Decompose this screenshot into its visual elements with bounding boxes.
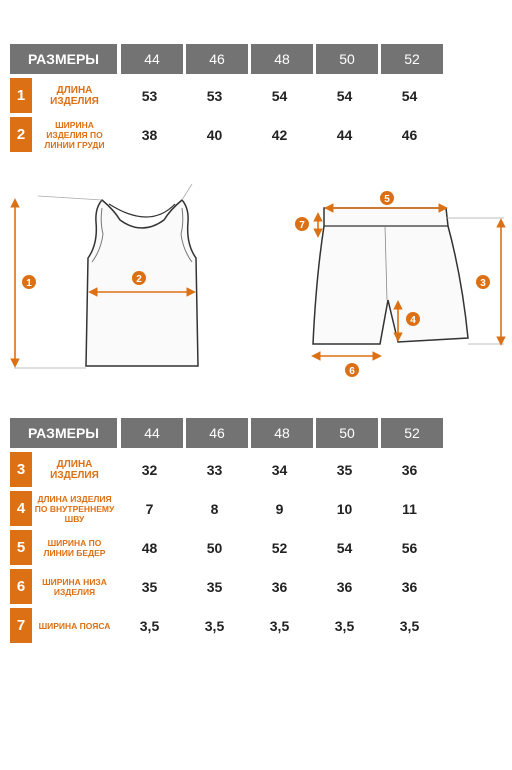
row-label: ШИРИНА ПОЯСА	[38, 620, 111, 631]
size-header: 44	[121, 418, 183, 448]
row-label: ДЛИНА ИЗДЕЛИЯ	[50, 84, 99, 107]
row-label: ДЛИНА ИЗДЕЛИЯ ПО ВНУТРЕННЕМУ ШВУ	[34, 493, 115, 524]
size-header: 48	[251, 418, 313, 448]
cell-value: 34	[271, 461, 288, 478]
marker-7	[295, 217, 309, 231]
table-row	[10, 117, 444, 152]
svg-text:2: 2	[136, 274, 142, 285]
cell-value: 46	[401, 126, 418, 143]
row-number: 2	[10, 117, 32, 152]
cell-value: 10	[336, 500, 353, 517]
size-header: 46	[186, 44, 248, 74]
cell-value: 42	[271, 126, 288, 143]
cell-value: 3,5	[334, 617, 355, 634]
size-header: 50	[316, 44, 378, 74]
table-row	[10, 569, 444, 604]
svg-text:1: 1	[26, 278, 32, 289]
marker-2	[132, 271, 146, 285]
cell-value: 54	[336, 87, 353, 104]
cell-value: 35	[206, 578, 223, 595]
sizes-header: РАЗМЕРЫ	[10, 418, 117, 448]
table-row	[10, 491, 444, 526]
size-header: 48	[251, 44, 313, 74]
marker-3	[476, 275, 490, 289]
marker-1	[22, 275, 36, 289]
marker-4	[406, 312, 420, 326]
svg-text:7: 7	[299, 220, 305, 231]
size-header: 46	[186, 418, 248, 448]
table-row	[10, 608, 444, 643]
row-label: ДЛИНА ИЗДЕЛИЯ	[50, 458, 99, 481]
cell-value: 35	[336, 461, 353, 478]
cell-value: 52	[271, 539, 288, 556]
table-header-row	[10, 418, 444, 448]
cell-value: 3,5	[399, 617, 420, 634]
cell-value: 35	[141, 578, 158, 595]
row-label: ШИРИНА ИЗДЕЛИЯ ПО ЛИНИИ ГРУДИ	[44, 119, 105, 150]
cell-value: 53	[141, 87, 158, 104]
cell-value: 36	[271, 578, 288, 595]
svg-text:6: 6	[349, 366, 355, 377]
sizes-header: РАЗМЕРЫ	[10, 44, 117, 74]
cell-value: 50	[206, 539, 223, 556]
cell-value: 54	[401, 87, 418, 104]
marker-6	[345, 363, 359, 377]
table-row	[10, 530, 444, 565]
size-table-top	[10, 44, 444, 152]
shorts-illustration	[313, 208, 468, 344]
cell-value: 44	[336, 126, 353, 143]
row-number: 7	[10, 608, 32, 643]
cell-value: 56	[401, 539, 418, 556]
row-label: ШИРИНА ПО ЛИНИИ БЕДЕР	[43, 537, 106, 558]
svg-text:5: 5	[384, 194, 390, 205]
cell-value: 3,5	[269, 617, 290, 634]
row-number: 1	[10, 78, 32, 113]
table-row	[10, 78, 444, 113]
svg-text:4: 4	[410, 315, 416, 326]
cell-value: 54	[336, 539, 353, 556]
cell-value: 36	[401, 461, 418, 478]
size-header: 50	[316, 418, 378, 448]
cell-value: 36	[401, 578, 418, 595]
row-number: 6	[10, 569, 32, 604]
cell-value: 53	[206, 87, 223, 104]
cell-value: 48	[141, 539, 158, 556]
row-number: 5	[10, 530, 32, 565]
cell-value: 9	[275, 500, 284, 517]
table-header-row	[10, 44, 444, 74]
cell-value: 3,5	[139, 617, 160, 634]
cell-value: 54	[271, 87, 288, 104]
cell-value: 38	[141, 126, 158, 143]
row-number: 3	[10, 452, 32, 487]
cell-value: 3,5	[204, 617, 225, 634]
cell-value: 36	[336, 578, 353, 595]
table-row	[10, 452, 444, 487]
cell-value: 8	[210, 500, 219, 517]
size-table-bottom	[10, 418, 444, 643]
row-label: ШИРИНА НИЗА ИЗДЕЛИЯ	[42, 576, 107, 597]
cell-value: 7	[145, 500, 154, 517]
row-number: 4	[10, 491, 32, 526]
cell-value: 11	[402, 500, 417, 517]
marker-5	[380, 191, 394, 205]
cell-value: 33	[206, 461, 223, 478]
size-header: 44	[121, 44, 183, 74]
size-header: 52	[381, 44, 443, 74]
cell-value: 40	[206, 126, 223, 143]
measurement-diagrams	[0, 178, 512, 393]
cell-value: 32	[141, 461, 158, 478]
size-header: 52	[381, 418, 443, 448]
svg-text:3: 3	[480, 278, 486, 289]
